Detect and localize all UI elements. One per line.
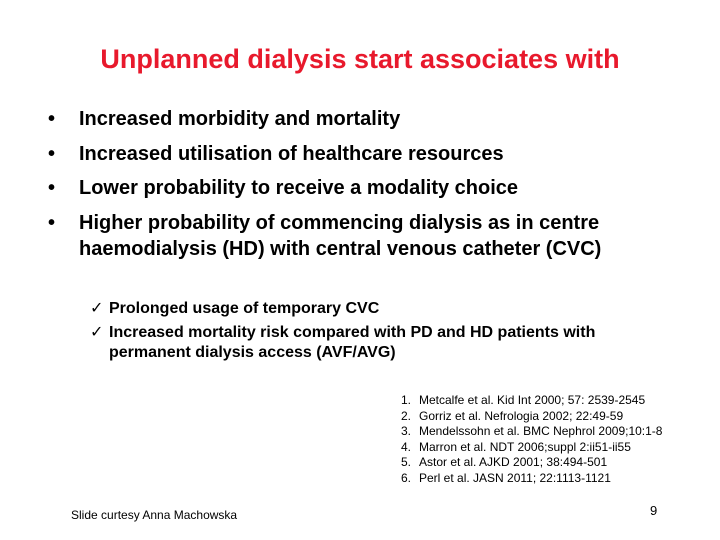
reference-item (401, 393, 711, 409)
bullet-dot-icon: • (48, 177, 56, 199)
sub-bullet-item (90, 323, 630, 363)
reference-number: 2. (401, 408, 412, 423)
reference-text: Marron et al. NDT 2006;suppl 2:ii51-ii55 (419, 439, 631, 454)
slide-credit: Slide curtesy Anna Machowska (71, 508, 238, 522)
bullet-dot-icon: • (48, 108, 56, 130)
reference-text: Perl et al. JASN 2011; 22:1113-1121 (419, 470, 611, 485)
reference-number: 5. (401, 455, 412, 469)
reference-number: 4. (401, 439, 412, 454)
bullet-text: Lower probability to receive a modality choice (79, 177, 519, 199)
checkmark-icon: ✓ (90, 300, 104, 317)
reference-item (401, 424, 711, 440)
reference-text: Astor et al. AJKD 2001; 38:494-501 (419, 455, 608, 469)
bullet-text: Increased morbidity and mortality (79, 108, 401, 130)
reference-number: 3. (401, 424, 412, 438)
page-number: 9 (650, 503, 658, 518)
sub-bullet-list (90, 299, 630, 367)
checkmark-icon: ✓ (90, 324, 104, 341)
reference-item (401, 455, 711, 471)
reference-item (401, 409, 711, 425)
sub-bullet-text: Increased mortality risk compared with PD and HD patients with permanent dialysis access (AVF/AVG) (109, 324, 596, 361)
bullet-dot-icon: • (48, 211, 56, 234)
reference-text: Metcalfe et al. Kid Int 2000; 57: 2539-2545 (419, 393, 646, 407)
bullet-item (48, 210, 688, 263)
reference-number: 1. (401, 393, 412, 407)
reference-number: 6. (401, 470, 412, 485)
reference-list (401, 393, 711, 486)
bullet-text: Higher probability of commencing dialysis as in centre haemodialysis (HD) with central venous catheter (CVC) (79, 211, 602, 260)
reference-item (401, 440, 711, 456)
slide-title: Unplanned dialysis start associates with (100, 44, 620, 74)
main-bullet-list (48, 106, 688, 271)
sub-bullet-text: Prolonged usage of temporary CVC (109, 300, 380, 317)
reference-text: Mendelssohn et al. BMC Nephrol 2009;10:1-8 (419, 424, 663, 438)
bullet-item (48, 175, 688, 202)
bullet-dot-icon: • (48, 142, 56, 165)
bullet-text: Increased utilisation of healthcare resources (79, 142, 504, 165)
sub-bullet-item (90, 299, 630, 319)
bullet-item (48, 141, 688, 168)
reference-item (401, 471, 711, 487)
bullet-item (48, 106, 688, 133)
reference-text: Gorriz et al. Nefrologia 2002; 22:49-59 (419, 408, 624, 423)
